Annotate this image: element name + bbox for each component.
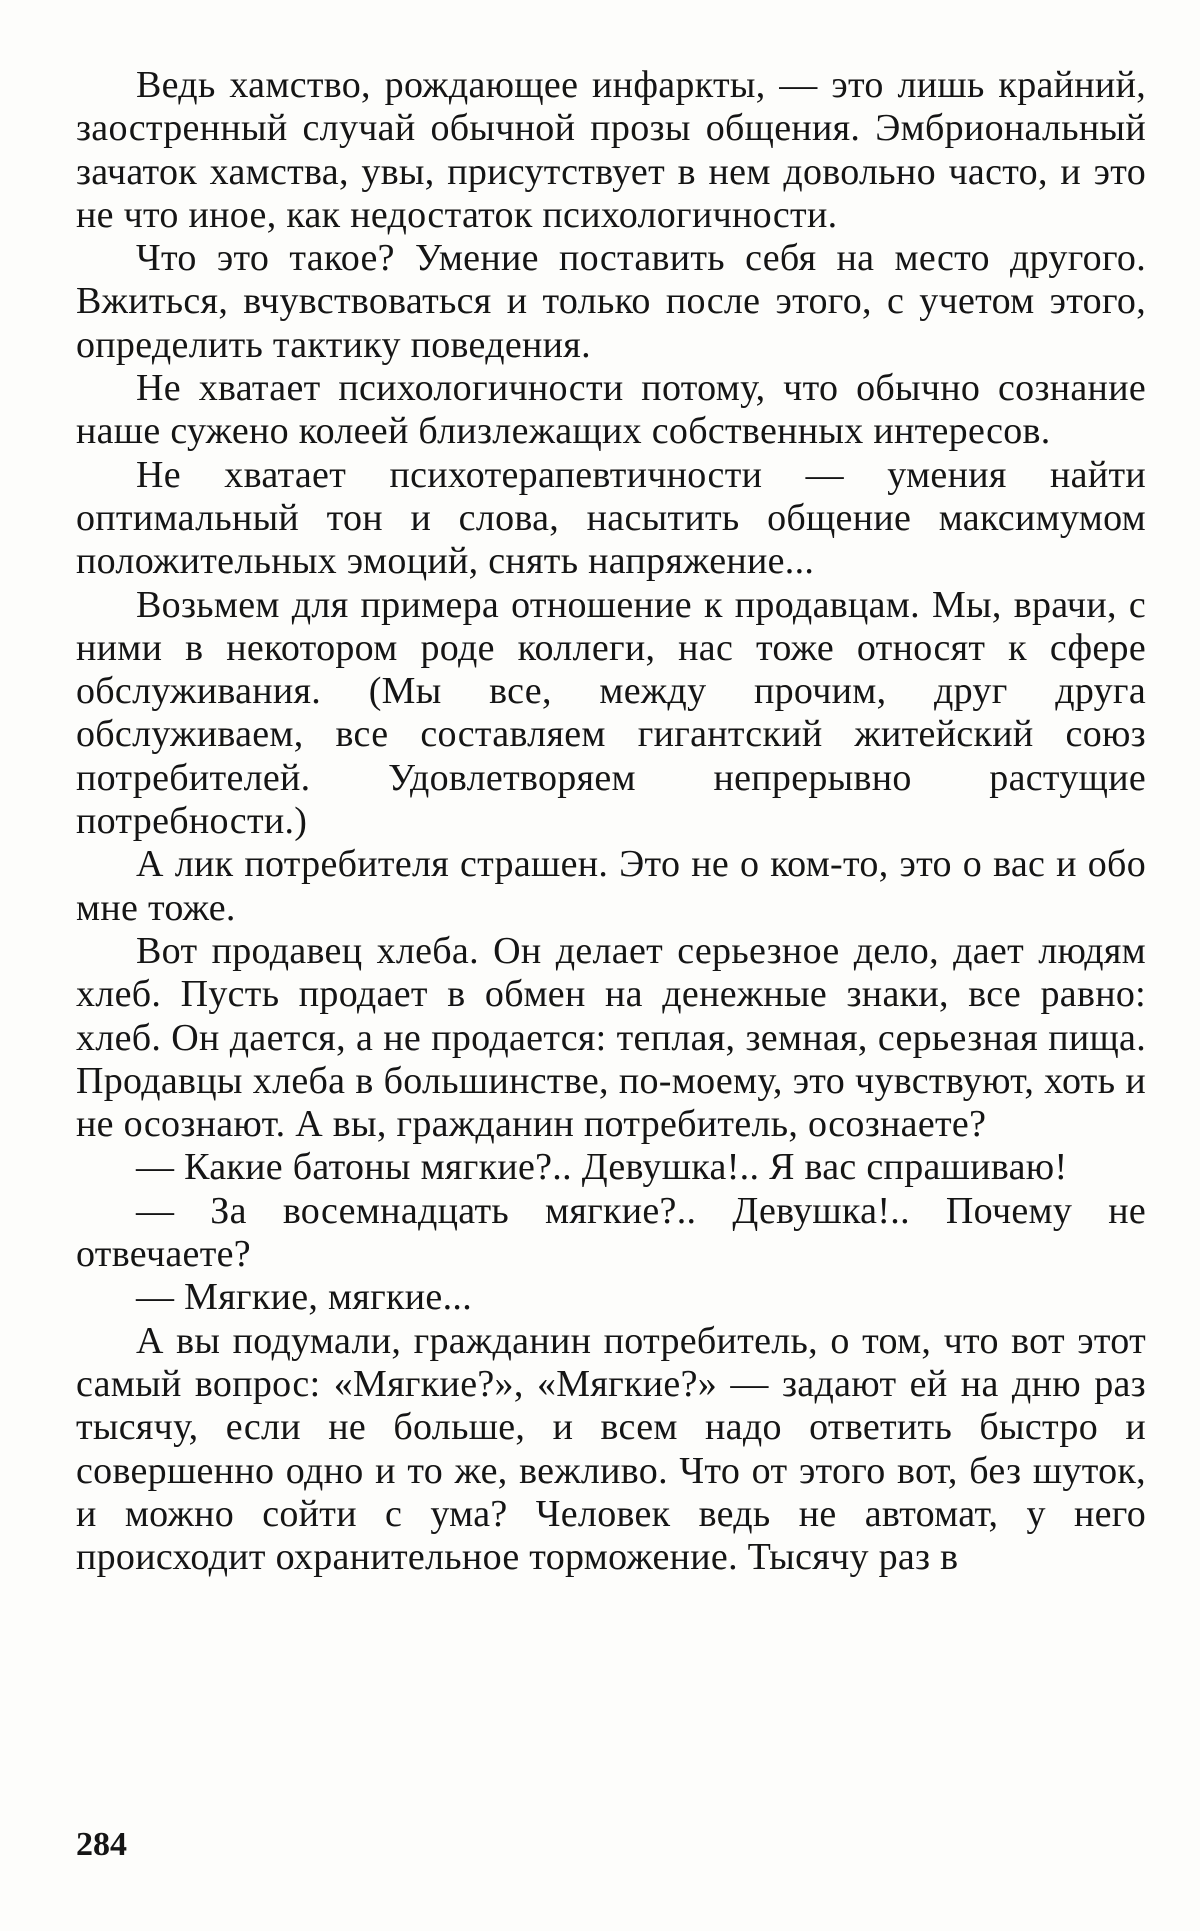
- page-number: 284: [76, 1826, 127, 1863]
- page-body-text: [76, 64, 1146, 1579]
- dialogue-line-1: — Какие батоны мягкие?.. Девушка!.. Я вас спрашиваю!: [136, 1146, 1068, 1189]
- paragraph-8: А вы подумали, гражданин потребитель, о том, что вот этот самый вопрос: «Мягкие?», «Мягкие?» — задают ей на дню раз тысячу, если не больше, и всем надо ответить быстро и совершенно одно и то же, вежливо. Что от этого вот, без шуток, и можно сойти с ума? Человек ведь не автомат, у него происходит охранительное торможение. Тысячу раз в: [76, 1319, 1146, 1579]
- paragraph-5: Возьмем для примера отношение к продавцам. Мы, врачи, с ними в некотором роде коллеги, нас тоже относят к сфере обслуживания. (Мы все, между прочим, друг друга обслуживаем, все составляем гигантский житейский союз потребителей. Удовлетворяем непрерывно растущие потребности.): [76, 583, 1146, 843]
- dialogue-line-3: — Мягкие, мягкие...: [136, 1276, 472, 1319]
- paragraph-7: Вот продавец хлеба. Он делает серьезное дело, дает людям хлеб. Пусть продает в обмен на денежные знаки, все равно: хлеб. Он дается, а не продается: теплая, земная, серьезная пища. Продавцы хлеба в большинстве, по-моему, это чувствуют, хоть и не осознают. А вы, гражданин потребитель, осознаете?: [76, 929, 1146, 1146]
- dialogue-line-2: — За восемнадцать мягкие?.. Девушка!.. Почему не отвечаете?: [76, 1189, 1146, 1276]
- paragraph-2: Что это такое? Умение поставить себя на место другого. Вжиться, вчувствоваться и только после этого, с учетом этого, определить тактику поведения.: [76, 237, 1146, 366]
- paragraph-3: Не хватает психологичности потому, что обычно сознание наше сужено колеей близлежащих собственных интересов.: [76, 367, 1146, 453]
- paragraph-4: Не хватает психотерапевтичности — умения найти оптимальный тон и слова, насытить общение максимумом положительных эмоций, снять напряжение...: [76, 453, 1146, 583]
- paragraph-1: Ведь хамство, рождающее инфаркты, — это лишь крайний, заостренный случай обычной прозы общения. Эмбриональный зачаток хамства, увы, присутствует в нем довольно часто, и это не что иное, как недостаток психологичности.: [76, 64, 1146, 236]
- paragraph-6: А лик потребителя страшен. Это не о ком-то, это о вас и обо мне тоже.: [76, 843, 1146, 929]
